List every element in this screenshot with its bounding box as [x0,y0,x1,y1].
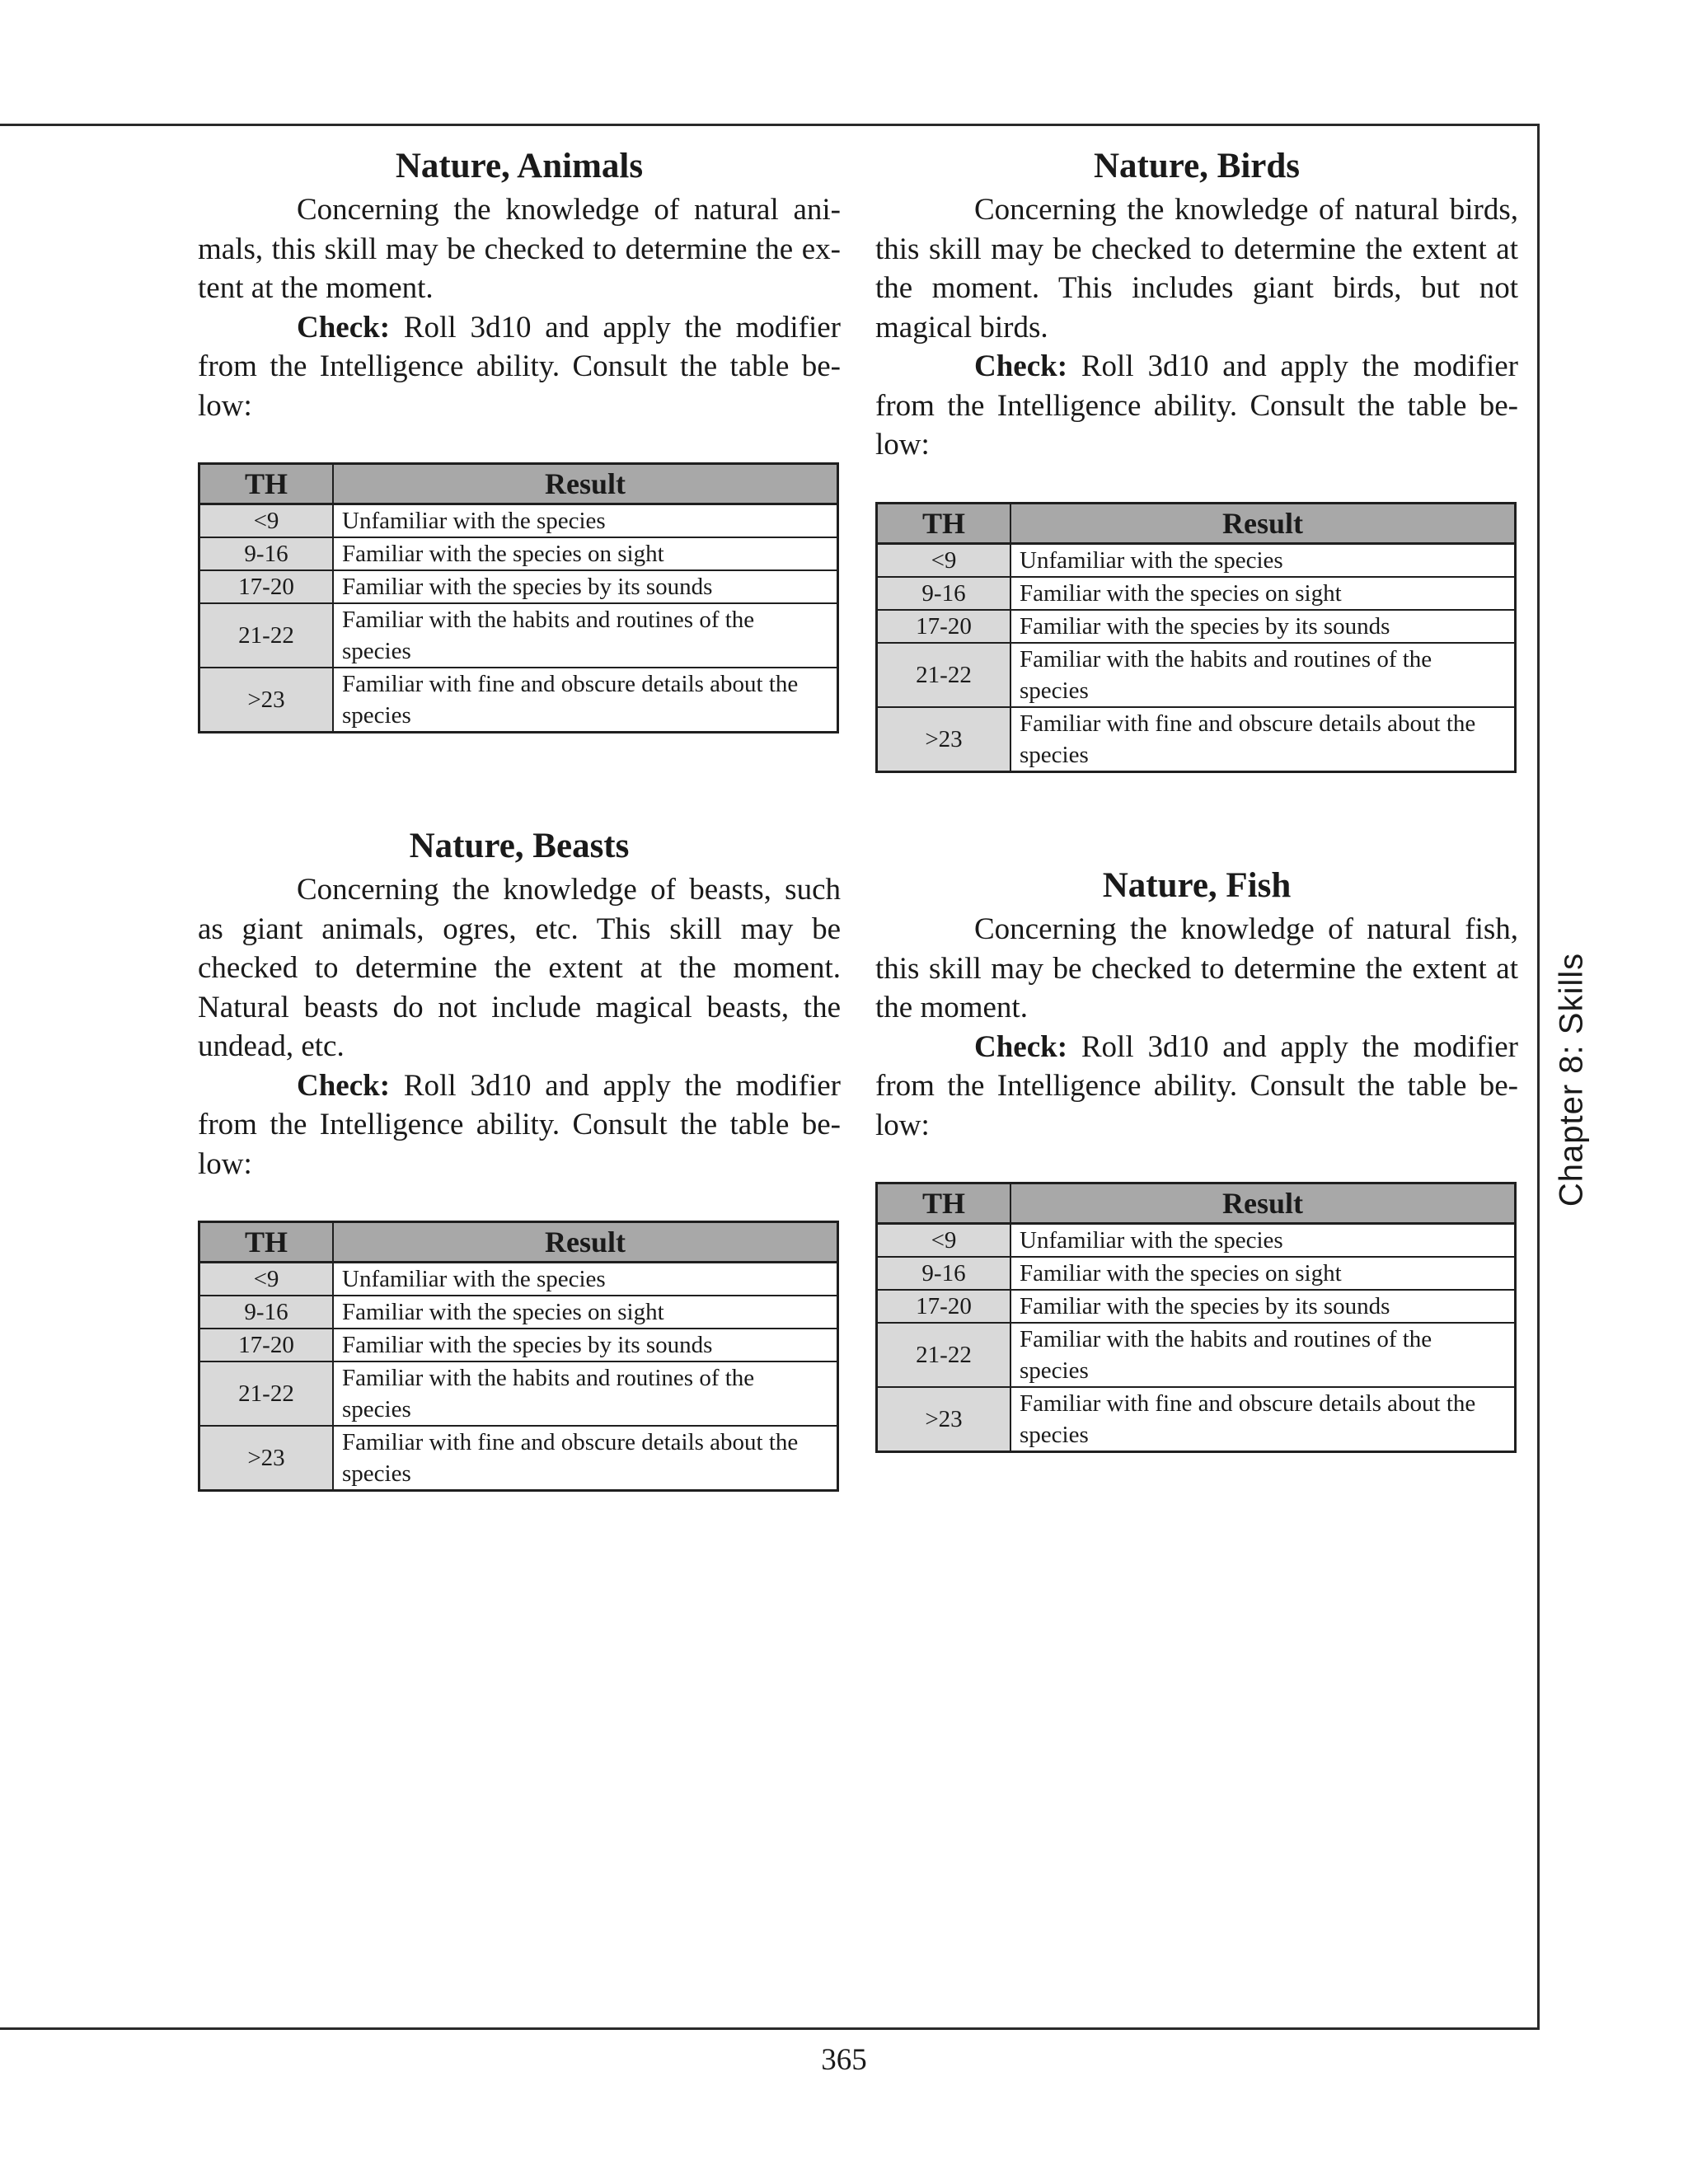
check-text: Roll 3d10 and apply the modifier from the Intelligence ability. Consult the table be-low: [198,310,841,423]
table-row [877,1323,1516,1387]
th-cell: 21-22 [877,643,1011,707]
result-cell: Unfamiliar with the species [1010,543,1516,577]
result-cell: Familiar with the habits and routines of the species [1010,1323,1516,1387]
threshold-table [198,462,839,733]
table-row [877,577,1516,610]
check-label: Check: [974,1029,1068,1064]
table-row [199,603,838,668]
th-cell: >23 [877,1387,1011,1452]
section-intro: Concerning the knowledge of natural ani-mals, this skill may be checked to determine the ex-tent at the moment. [198,193,841,305]
result-cell: Familiar with the species on sight [1010,577,1516,610]
chapter-tab-label: Chapter 8: Skills [1553,952,1590,1207]
result-header: Result [333,464,838,504]
result-cell: Familiar with fine and obscure details about the species [342,1429,799,1487]
th-cell: <9 [199,1263,334,1296]
threshold-table [875,502,1517,773]
result-cell: Familiar with the species by its sounds [1010,610,1516,643]
page-number: 365 [821,2043,867,2077]
th-cell: 17-20 [877,1290,1011,1323]
section-nature-beasts [198,824,841,1492]
section-intro: Concerning the knowledge of natural fish, this skill may be checked to determine the extent at the moment. [875,912,1518,1024]
check-paragraph [198,308,841,426]
table-row [199,1426,838,1491]
th-cell: 9-16 [877,1257,1011,1290]
check-text: Roll 3d10 and apply the modifier from the Intelligence ability. Consult the table be-low: [875,1029,1518,1142]
table-row [199,504,838,538]
section-title: Nature, Beasts [409,827,630,865]
result-cell: Familiar with fine and obscure details about the species [342,671,799,729]
th-cell: 9-16 [199,1296,334,1329]
table-row [877,610,1516,643]
section-title: Nature, Fish [1102,866,1292,905]
result-cell: Familiar with the species on sight [333,1296,838,1329]
th-cell: >23 [199,1426,334,1491]
threshold-table [875,1182,1517,1453]
section-intro: Concerning the knowledge of natural birds, this skill may be checked to determine the extent at the moment. This includes giant birds, but not magical birds. [875,193,1518,344]
th-cell: 21-22 [877,1323,1011,1387]
th-cell: 21-22 [199,1361,334,1426]
table-row [199,1296,838,1329]
result-cell: Unfamiliar with the species [333,1263,838,1296]
check-paragraph [198,1066,841,1184]
result-cell: Familiar with the habits and routines of the species [1010,643,1516,707]
table-row [199,1361,838,1426]
result-cell: Familiar with the species on sight [1010,1257,1516,1290]
result-cell: Familiar with the species by its sounds [1010,1290,1516,1323]
table-row [199,537,838,570]
table-row [877,707,1516,772]
th-cell: 21-22 [199,603,334,668]
section-nature-animals [198,144,841,733]
th-cell: <9 [877,1224,1011,1258]
table-row [199,668,838,733]
check-paragraph [875,347,1518,465]
result-header: Result [1010,1183,1516,1224]
threshold-table [198,1221,839,1492]
th-cell: >23 [877,707,1011,772]
check-label: Check: [974,349,1068,383]
section-nature-birds [875,144,1518,773]
check-text: Roll 3d10 and apply the modifier from the Intelligence ability. Consult the table be-low: [198,1068,841,1181]
check-text: Roll 3d10 and apply the modifier from the Intelligence ability. Consult the table be-low: [875,349,1518,462]
table-row [877,1290,1516,1323]
th-header: TH [199,464,334,504]
table-row [877,543,1516,577]
result-cell: Unfamiliar with the species [333,504,838,538]
result-cell: Unfamiliar with the species [1010,1224,1516,1258]
th-cell: 17-20 [877,610,1011,643]
table-row [199,1263,838,1296]
result-cell: Familiar with fine and obscure details about the species [1020,710,1476,768]
section-title: Nature, Birds [1093,147,1301,185]
result-cell: Familiar with the habits and routines of the species [333,603,838,668]
chapter-tab [1547,940,1597,1220]
table-row [199,570,838,603]
result-cell: Familiar with the species by its sounds [333,570,838,603]
result-cell: Familiar with the species by its sounds [333,1329,838,1361]
th-header: TH [199,1222,334,1263]
check-label: Check: [297,1068,391,1103]
section-title: Nature, Animals [395,147,644,185]
result-header: Result [333,1222,838,1263]
table-row [877,643,1516,707]
th-cell: <9 [199,504,334,538]
result-header: Result [1010,503,1516,543]
section-nature-fish [875,864,1518,1453]
table-row [877,1387,1516,1452]
th-cell: <9 [877,543,1011,577]
result-cell: Familiar with fine and obscure details about the species [1020,1390,1476,1448]
check-label: Check: [297,310,391,344]
th-cell: 9-16 [877,577,1011,610]
table-row [877,1224,1516,1258]
th-cell: >23 [199,668,334,733]
section-intro: Concerning the knowledge of beasts, such as giant animals, ogres, etc. This skill may be checked to determine the extent at the moment. Natural beasts do not include magical beasts, the undead, etc. [198,873,841,1063]
th-cell: 17-20 [199,1329,334,1361]
table-row [199,1329,838,1361]
table-row [877,1257,1516,1290]
check-paragraph [875,1028,1518,1146]
th-header: TH [877,1183,1011,1224]
th-cell: 9-16 [199,537,334,570]
th-cell: 17-20 [199,570,334,603]
result-cell: Familiar with the habits and routines of the species [333,1361,838,1426]
th-header: TH [877,503,1011,543]
result-cell: Familiar with the species on sight [333,537,838,570]
